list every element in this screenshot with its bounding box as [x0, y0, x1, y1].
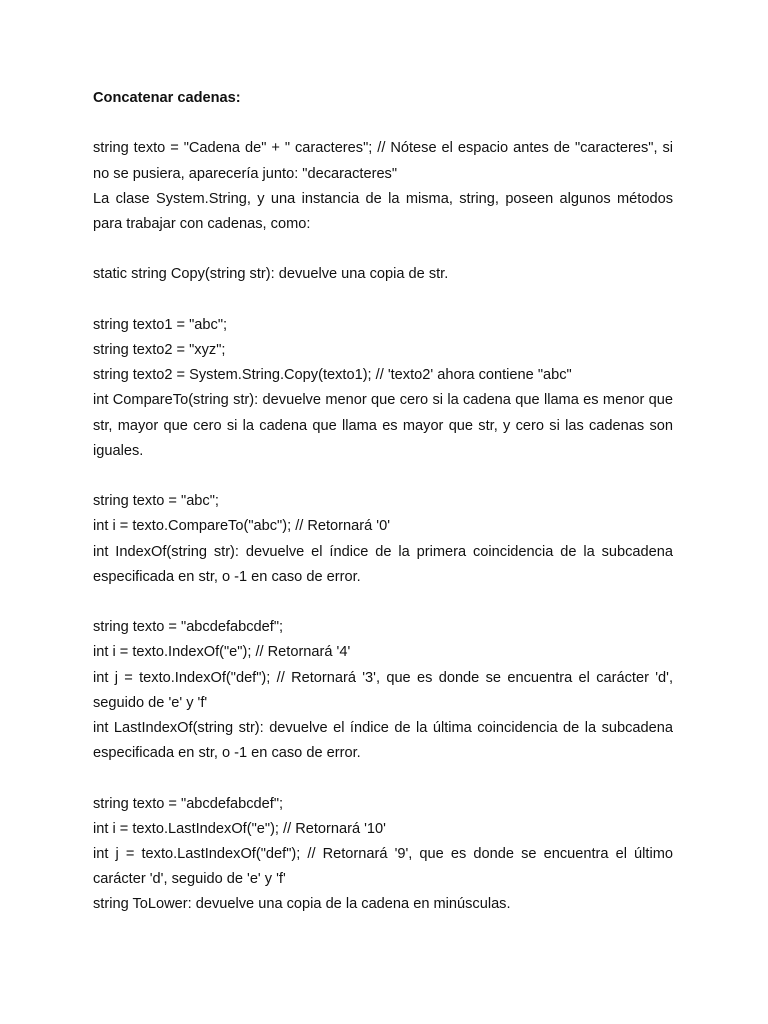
blank-line	[93, 590, 673, 615]
blank-line	[93, 237, 673, 262]
paragraph-concat-example: string texto = "Cadena de" + " caracteres"; // Nótese el espacio antes de "caracteres", si no se pusiera, aparecería junto: "decaracteres"	[93, 140, 673, 182]
code-line: string texto2 = System.String.Copy(texto1); // 'texto2' ahora contiene "abc"	[93, 367, 572, 384]
paragraph-string-class: La clase System.String, y una instancia de la misma, string, poseen algunos métodos para trabajar con cadenas, como:	[93, 190, 673, 232]
code-line: string texto = "abcdefabcdef";	[93, 795, 284, 812]
blank-line	[93, 111, 673, 136]
section-heading: Concatenar cadenas:	[93, 90, 241, 106]
code-line: int j = texto.LastIndexOf("def"); // Retornará '9', que es donde se encuentra el último carácter 'd', seguido de 'e' y 'f'	[93, 846, 673, 888]
code-line: int i = texto.CompareTo("abc"); // Retornará '0'	[93, 518, 390, 535]
paragraph-compareto-method: int CompareTo(string str): devuelve menor que cero si la cadena que llama es menor que str, mayor que cero si la cadena que llama es mayor que str, y cero si las cadenas son iguales.	[93, 392, 673, 459]
paragraph-indexof-method: int IndexOf(string str): devuelve el índice de la primera coincidencia de la subcadena especificada en str, o -1 en caso de error.	[93, 543, 673, 585]
document-page	[93, 86, 673, 918]
code-line: int i = texto.LastIndexOf("e"); // Retornará '10'	[93, 820, 386, 837]
code-line: string texto = "abc";	[93, 493, 219, 510]
code-line: string texto2 = "xyz";	[93, 341, 226, 358]
code-line: string texto1 = "abc";	[93, 316, 228, 333]
paragraph-copy-method: static string Copy(string str): devuelve una copia de str.	[93, 266, 449, 283]
blank-line	[93, 464, 673, 489]
paragraph-tolower-method: string ToLower: devuelve una copia de la cadena en minúsculas.	[93, 896, 511, 913]
code-line: int j = texto.IndexOf("def"); // Retornará '3', que es donde se encuentra el carácter 'd', seguido de 'e' y 'f'	[93, 669, 673, 711]
paragraph-lastindexof-method: int LastIndexOf(string str): devuelve el índice de la última coincidencia de la subcadena especificada en str, o -1 en caso de error.	[93, 720, 673, 762]
blank-line	[93, 288, 673, 313]
blank-line	[93, 766, 673, 791]
code-line: int i = texto.IndexOf("e"); // Retornará '4'	[93, 644, 351, 661]
code-line: string texto = "abcdefabcdef";	[93, 619, 284, 636]
